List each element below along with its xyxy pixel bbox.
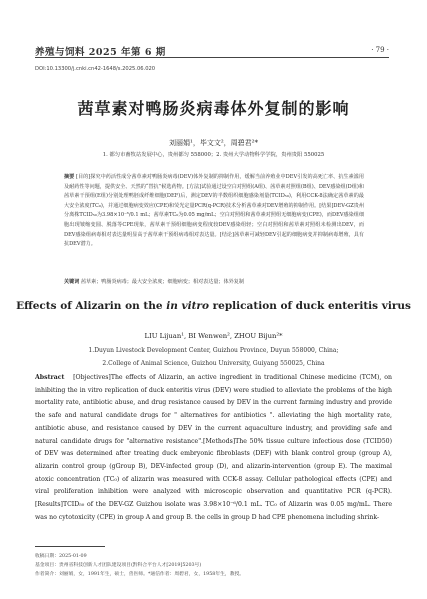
english-affiliation-1: 1.Duyun Livestock Development Center, Guizhou Province, Duyun 558000, China; — [88, 347, 339, 354]
english-title-pre: Effects of Alizarin on the — [16, 300, 167, 312]
english-authors: LIU Lijuan¹, BI Wenwen², ZHOU Bijun²* — [144, 332, 283, 340]
english-affiliation-2: 2.College of Animal Science, Guizhou University, Guiyang 550025, China — [102, 360, 325, 367]
english-title-post: replication of duck enteritis virus — [208, 300, 411, 312]
chinese-abstract — [64, 173, 364, 250]
footnote-author-info: 作者简介：刘丽娟，女，1991年生，硕士，兽医师。*通信作者：周碧君，女，1958年生，教授。 — [35, 572, 245, 577]
english-title-italic: in vitro — [166, 300, 209, 312]
journal-header: 养殖与饲料 2025 年第 6 期 — [35, 47, 166, 58]
doi: DOI:10.13300/j.cnki.cn42-1648/s.2025.06.020 — [35, 66, 156, 72]
chinese-keywords-text: 茜草素；鸭肠炎病毒；最大安全浓度；细胞病变；相对表达量；体外复制 — [80, 279, 244, 285]
page-number: · 79 · — [371, 46, 389, 54]
chinese-keywords-label: 关键词 — [64, 279, 80, 285]
footnote-received: 收稿日期：2025-01-09 — [35, 554, 87, 559]
chinese-abstract-text: [目的]探究中药活性成分茜草素对鸭肠炎病毒(DEV)体外复制的抑制作用，缓解当前养殖业中DEV引发的高死亡率、抗生素滥用及耐药性等问题，提供安全、天然的“替抗”候选药物。[方法]试验通过设空白对照组(A组)、茜草素对照组(B组)、DEV感染组(D组)和茜草素干预组(E组)分别处理鸭胚成纤维细胞(DEF)后，测定DEV的半数组织细胞感染剂量(TCID₅₀)，利用CCK-8法确定茜草素的最大安全浓度(TC₀)，并通过细胞病变效应(CPE)和荧光定量PCR(q-PCR)技术分析茜草素对DEV增殖的抑制作用。[结果]DEV-GZ贵州分离株TCID₅₀为3.98×10⁻⁶/0.1 mL；茜草素TC₀为0.05 mg/mL；空白对照组和茜草素对照组无细胞病变(CPE)，而DEV感染组细胞出现皱缩变圆、脱落等CPE现象，茜草素干预组细胞病变程度较DEV感染组轻；空白对照组和茜草素对照组未检测出DEV，而DEV感染组病毒相对表达量明显高于茜草素干预组病毒相对表达量。[结论]茜草素可减轻DEV引起的细胞病变并抑制病毒增殖，具有抗DEV潜力。 — [64, 174, 364, 248]
chinese-keywords — [64, 278, 364, 285]
chinese-affiliation: 1. 都匀市畜牧站发展中心，贵州都匀 558000；2. 贵州大学动物科学学院，贵州贵阳 550025 — [102, 152, 325, 158]
english-abstract — [35, 372, 392, 524]
footnote-funding: 基金项目：贵州省科技创新人才团队建设项目(黔科合平台人才[2019]5203号) — [35, 563, 202, 568]
english-title — [0, 300, 427, 312]
footnote-divider — [35, 546, 105, 547]
english-abstract-label: Abstract — [35, 374, 65, 381]
header-divider — [35, 57, 389, 58]
english-abstract-text: [Objectives]The effects of Alizarin, an active ingredient in traditional Chinese medicine (TCM), on inhibiting the in vitro replication of duck enteritis virus (DEV) were studied to alleviate the problems of the high mortality rate, antibiotic abuse, and drug resistance caused by DEV in the current farming industry and provide the safe and natural candidate drugs for " alternatives for antibiotics ". alleviating the high mortality rate, antibiotic abuse, and resistance caused by DEV in the current aquaculture industry, and providing safe and natural candidate drugs for "alternative resistance".[Methods]The 50% tissue culture infectious dose (TCID50) of DEV was determined after treating duck embryonic fibroblasts (DEF) with blank control group (group A), alizarin control group (gGroup B), DEV-infected group (D), and alizarin-intervention (group E). The maximal atoxic concentration (TC₀) of alizarin was measured with CCK-8 assay. Cellular pathological effects (CPE) and viral proliferation inhibition were analyzed with microscopic observation and quantitative PCR (q-PCR).[Results]TCID₅₀ of the DEV-GZ Guizhou isolate was 3.98×10⁻⁶/0.1 mL. TC₀ of Alizarin was 0.05 mg/mL. There was no cytotoxicity (CPE) in group A and group B. the cells in group D had CPE phenomena including shrink- — [35, 374, 392, 521]
chinese-abstract-label: 摘要 — [64, 174, 75, 180]
chinese-authors: 刘丽娟¹，毕文文²，周碧君²* — [169, 139, 258, 147]
chinese-title: 茜草素对鸭肠炎病毒体外复制的影响 — [77, 99, 350, 118]
